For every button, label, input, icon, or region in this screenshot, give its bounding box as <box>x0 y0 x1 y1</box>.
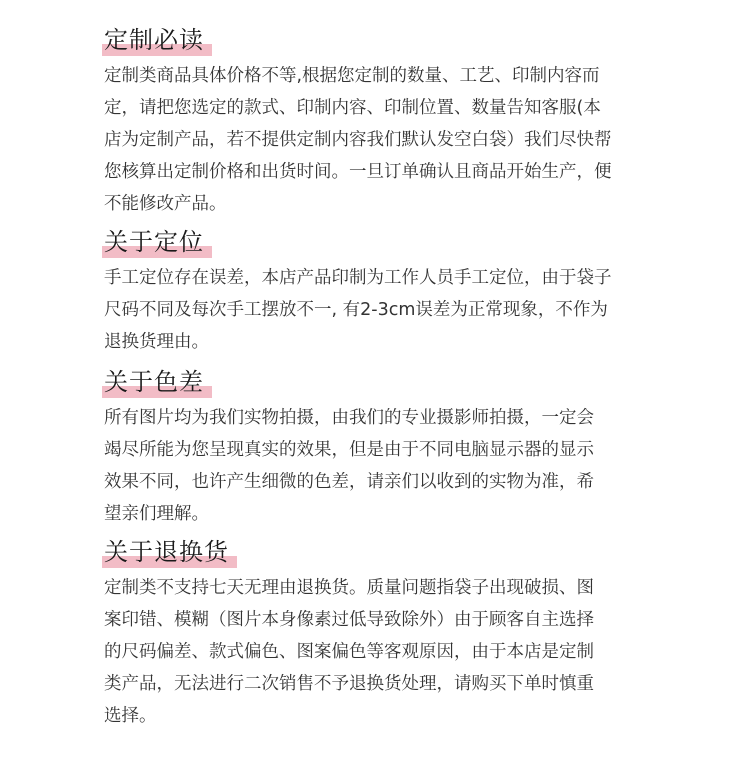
body-line: 不能修改产品。 <box>104 194 227 214</box>
body-line: 案印错、模糊（图片本身像素过低导致除外）由于顾客自主选择 <box>104 610 594 630</box>
body-line: 的尺码偏差、款式偏色、图案偏色等客观原因，由于本店是定制 <box>104 642 594 662</box>
body-line: 退换货理由。 <box>104 332 209 352</box>
section-heading <box>104 368 204 398</box>
body-line: 效果不同，也许产生细微的色差，请亲们以收到的实物为准，希 <box>104 472 594 492</box>
section-body <box>104 402 664 530</box>
section-heading <box>104 26 204 56</box>
body-line: 定制类商品具体价格不等,根据您定制的数量、工艺、印制内容而 <box>104 66 600 86</box>
section-body <box>104 60 664 220</box>
section-returns <box>104 538 664 732</box>
section-title: 关于定位 <box>104 228 204 256</box>
body-line: 所有图片均为我们实物拍摄，由我们的专业摄影师拍摄，一定会 <box>104 408 594 428</box>
body-line: 选择。 <box>104 706 157 726</box>
section-positioning <box>104 228 664 358</box>
section-color-difference <box>104 368 664 530</box>
section-body <box>104 572 664 732</box>
section-custom-notice <box>104 26 664 220</box>
body-line: 定，请把您选定的款式、印制内容、印制位置、数量告知客服(本 <box>104 98 601 118</box>
body-line: 类产品，无法进行二次销售不予退换货处理，请购买下单时慎重 <box>104 674 594 694</box>
body-line: 望亲们理解。 <box>104 504 209 524</box>
body-line: 尺码不同及每次手工摆放不一, 有2-3cm误差为正常现象，不作为 <box>104 300 608 320</box>
section-heading <box>104 538 229 568</box>
section-title: 关于退换货 <box>104 538 229 566</box>
section-title: 关于色差 <box>104 368 204 396</box>
body-line: 店为定制产品，若不提供定制内容我们默认发空白袋）我们尽快帮 <box>104 130 612 150</box>
body-line: 您核算出定制价格和出货时间。一旦订单确认且商品开始生产，便 <box>104 162 612 182</box>
body-line: 定制类不支持七天无理由退换货。质量问题指袋子出现破损、图 <box>104 578 594 598</box>
body-line: 手工定位存在误差，本店产品印制为工作人员手工定位，由于袋子 <box>104 268 612 288</box>
section-heading <box>104 228 204 258</box>
section-body <box>104 262 664 358</box>
body-line: 竭尽所能为您呈现真实的效果，但是由于不同电脑显示器的显示 <box>104 440 594 460</box>
section-title: 定制必读 <box>104 26 204 54</box>
